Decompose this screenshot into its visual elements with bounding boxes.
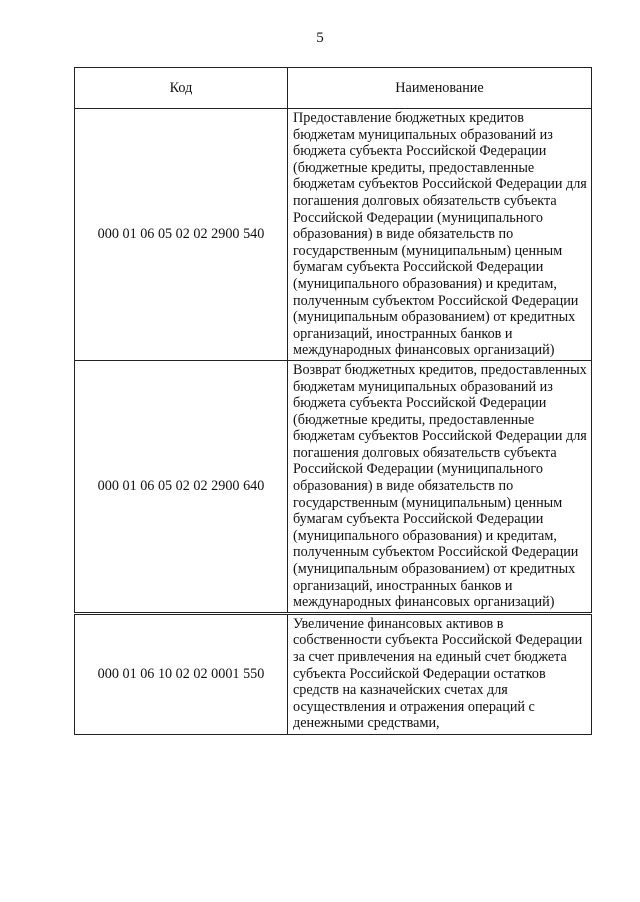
table-row — [75, 109, 592, 361]
page-number: 5 — [316, 30, 324, 46]
row-code: 000 01 06 05 02 02 2900 640 — [75, 360, 288, 613]
row-name: Увеличение финансовых активов в собственности субъекта Российской Федерации за счет привлечения на единый счет бюджета субъекта Российской Федерации остатков средств на казначейских счетах для осуществления и отражения операций с денежными средствами, — [288, 613, 592, 734]
budget-codes-table — [74, 67, 592, 735]
table-header-row — [75, 68, 592, 109]
table-row — [75, 613, 592, 734]
header-code: Код — [75, 68, 288, 109]
row-code: 000 01 06 10 02 02 0001 550 — [75, 613, 288, 734]
table-row — [75, 360, 592, 613]
header-name: Наименование — [288, 68, 592, 109]
row-name: Предоставление бюджетных кредитов бюджетам муниципальных образований из бюджета субъекта Российской Федерации (бюджетные кредиты, предоставленные бюджетам субъектов Российской Федерации для погашения долговых обязательств субъекта Российской Федерации (муниципального образования) в виде обязательств по государственным (муниципальным) ценным бумагам субъекта Российской Федерации (муниципального образования) и кредитам, полученным субъектом Российской Федерации (муниципальным образованием) от кредитных организаций, иностранных банков и международных финансовых организаций) — [288, 109, 592, 361]
row-name: Возврат бюджетных кредитов, предоставленных бюджетам муниципальных образований из бюджета субъекта Российской Федерации (бюджетные кредиты, предоставленные бюджетам субъектов Российской Федерации для погашения долговых обязательств субъекта Российской Федерации (муниципального образования) в виде обязательств по государственным (муниципальным) ценным бумагам субъекта Российской Федерации (муниципального образования) и кредитам, полученным субъектом Российской Федерации (муниципальным образованием) от кредитных организаций, иностранных банков и международных финансовых организаций) — [288, 360, 592, 613]
row-code: 000 01 06 05 02 02 2900 540 — [75, 109, 288, 361]
